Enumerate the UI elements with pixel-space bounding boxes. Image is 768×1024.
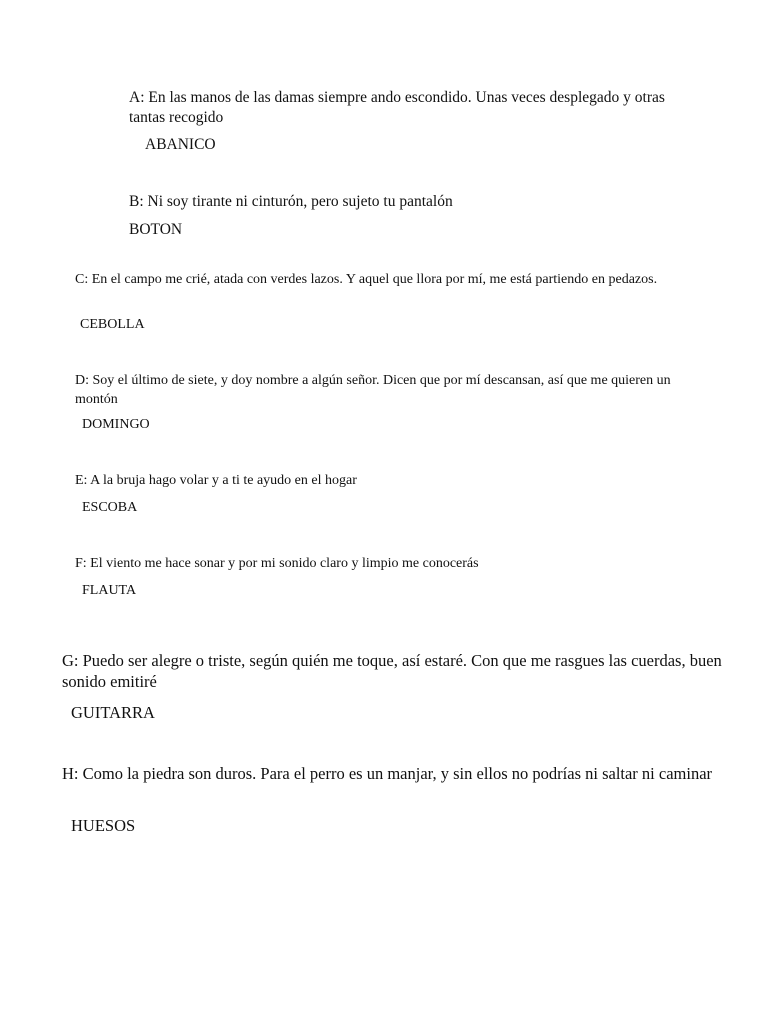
riddle-question: B: Ni soy tirante ni cinturón, pero sujeto tu pantalón: [129, 193, 453, 210]
riddle-question: C: En el campo me crié, atada con verdes lazos. Y aquel que llora por mí, me está partiendo en pedazos.: [75, 272, 658, 287]
riddle-answer: FLAUTA: [82, 583, 137, 598]
riddle-answer: CEBOLLA: [80, 317, 145, 332]
riddle-g: [62, 651, 722, 722]
riddle-answer: HUESOS: [71, 816, 136, 835]
riddle-f: [75, 555, 685, 598]
riddle-d: [75, 371, 685, 432]
riddle-answer: BOTON: [129, 221, 183, 238]
riddle-answer: ESCOBA: [82, 500, 138, 515]
riddle-question: H: Como la piedra son duros. Para el perro es un manjar, y sin ellos no podrías ni saltar ni caminar: [62, 764, 713, 783]
riddle-h: [62, 764, 722, 835]
riddle-b: [129, 192, 704, 238]
riddle-c: [75, 270, 685, 332]
riddle-question: F: El viento me hace sonar y por mi sonido claro y limpio me conocerás: [75, 556, 479, 571]
riddle-question: G: Puedo ser alegre o triste, según quién me toque, así estaré. Con que me rasgues las cuerdas, buen sonido emitiré: [62, 651, 722, 691]
riddle-answer: ABANICO: [145, 136, 216, 153]
riddle-question: D: Soy el último de siete, y doy nombre a algún señor. Dicen que por mí descansan, así que me quieren un montón: [75, 373, 671, 408]
riddle-question: E: A la bruja hago volar y a ti te ayudo en el hogar: [75, 473, 357, 488]
riddle-answer: DOMINGO: [82, 417, 150, 432]
riddle-e: [75, 472, 685, 515]
riddle-a: [129, 88, 704, 153]
riddle-answer: GUITARRA: [71, 703, 155, 722]
riddle-question: A: En las manos de las damas siempre ando escondido. Unas veces desplegado y otras tantas recogido: [129, 89, 665, 127]
